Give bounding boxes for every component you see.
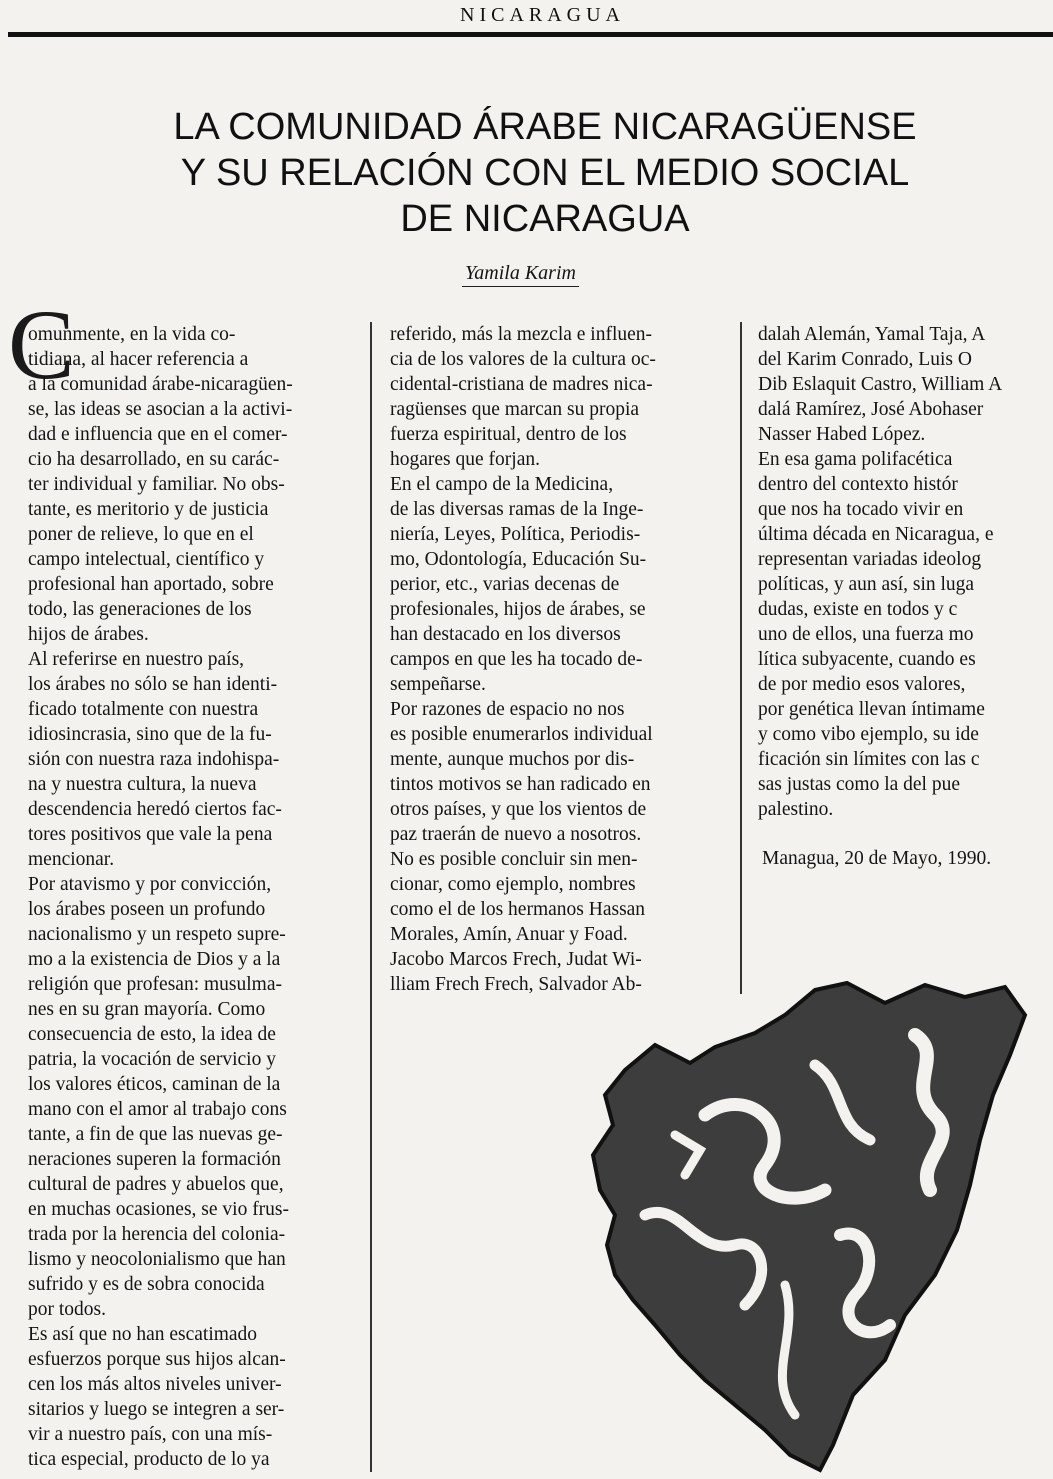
article-line: otros países, y que los vientos de [390,799,647,820]
article-line: lismo y neocolonialismo que han [28,1249,286,1270]
article-line: del Karim Conrado, Luis O [758,349,972,370]
article-line: Al referirse en nuestro país, [28,649,245,670]
article-line: Por razones de espacio no nos [390,699,625,720]
article-line: ficación sin límites con las c [758,749,980,770]
article-line: perior, etc., varias decenas de [390,574,620,595]
article-line: y como vibo ejemplo, su ide [758,724,979,745]
article-line: última década en Nicaragua, e [758,524,994,545]
article-line: fuerza espiritual, dentro de los [390,424,627,445]
article-line: mo a la existencia de Dios y a la [28,949,281,970]
article-line: tores positivos que vale la pena [28,824,273,845]
header-rule [8,32,1053,37]
article-title [60,104,1030,242]
article-line: mano con el amor al trabajo cons [28,1099,287,1120]
article-line: se, las ideas se asocian a la activi- [28,399,293,420]
article-line: sempeñarse. [390,674,486,695]
article-line: tante, es meritorio y de justicia [28,499,269,520]
article-line: hogares que forjan. [390,449,540,470]
dateline-signoff: Managua, 20 de Mayo, 1990. [762,848,992,869]
article-line: es posible enumerarlos individual [390,724,653,745]
article-line: ficado totalmente con nuestra [28,699,259,720]
article-line: dad e influencia que en el comer- [28,424,288,445]
article-line: na y nuestra cultura, la nueva [28,774,257,795]
column-divider [370,322,372,1472]
article-line: niería, Leyes, Política, Periodis- [390,524,641,545]
article-line: tidiana, al hacer referencia a [28,349,249,370]
title-line: DE NICARAGUA [400,198,690,240]
article-line: cidental-cristiana de madres nica- [390,374,653,395]
article-line: paz traerán de nuevo a nosotros. [390,824,642,845]
article-line: representan variadas ideolog [758,549,982,570]
article-line: lliam Frech Frech, Salvador Ab- [390,974,642,995]
article-line: campo intelectual, científico y [28,549,265,570]
article-column-1 [28,322,293,1472]
article-line: dudas, existe en todos y c [758,599,958,620]
article-line: cio ha desarrollado, en su carác- [28,449,280,470]
article-line: cia de los valores de la cultura oc- [390,349,656,370]
article-line: profesional han aportado, sobre [28,574,274,595]
article-line: esfuerzos porque sus hijos alcan- [28,1349,286,1370]
nicaragua-map-illustration [585,975,1053,1475]
article-line: idiosincrasia, sino que de la fu- [28,724,272,745]
article-line: poner de relieve, lo que en el [28,524,254,545]
article-line: todo, las generaciones de los [28,599,252,620]
article-line: los árabes poseen un profundo [28,899,266,920]
article-column-2 [390,322,656,997]
article-line: políticas, y aun así, sin luga [758,574,975,595]
article-line: sas justas como la del pue [758,774,960,795]
article-line: a la comunidad árabe-nicaragüen- [28,374,293,395]
article-line: mencionar. [28,849,115,870]
article-line: cultural de padres y abuelos que, [28,1174,284,1195]
article-line: Nasser Habed López. [758,424,926,445]
article-line: dentro del contexto histór [758,474,958,495]
article-line: Dib Eslaquit Castro, William A [758,374,1003,395]
article-line: Es así que no han escatimado [28,1324,258,1345]
article-line: vir a nuestro país, con una mís- [28,1424,273,1445]
article-line: ter individual y familiar. No obs- [28,474,285,495]
article-line: los valores éticos, caminan de la [28,1074,281,1095]
article-line: hijos de árabes. [28,624,149,645]
article-line: patria, la vocación de servicio y [28,1049,276,1070]
article-line: religión que profesan: musulma- [28,974,282,995]
article-line: sión con nuestra raza indohispa- [28,749,280,770]
title-line: Y SU RELACIÓN CON EL MEDIO SOCIAL [180,152,910,194]
article-line: de las diversas ramas de la Inge- [390,499,644,520]
article-line: lítica subyacente, cuando es [758,649,976,670]
article-line: uno de ellos, una fuerza mo [758,624,974,645]
column-divider [740,322,742,994]
article-line: Morales, Amín, Anuar y Foad. [390,924,628,945]
article-line: Por atavismo y por convicción, [28,874,272,895]
article-line: referido, más la mezcla e influen- [390,324,653,345]
article-line: campos en que les ha tocado de- [390,649,643,670]
article-line: En el campo de la Medicina, [390,474,614,495]
article-column-3 [758,322,1002,822]
article-line: sitarios y luego se integren a ser- [28,1399,285,1420]
drop-cap: C [8,289,75,400]
article-line: de por medio esos valores, [758,674,966,695]
article-line: profesionales, hijos de árabes, se [390,599,646,620]
section-header: NICARAGUA [460,4,625,26]
article-line: ragüenses que marcan su propia [390,399,640,420]
article-line: que nos ha tocado vivir en [758,499,964,520]
article-line: cen los más altos niveles univer- [28,1374,282,1395]
article-line: por todos. [28,1299,106,1320]
article-line: como el de los hermanos Hassan [390,899,646,920]
article-line: trada por la herencia del colonia- [28,1224,286,1245]
article-line: omunmente, en la vida co- [28,324,236,345]
article-line: nacionalismo y un respeto supre- [28,924,286,945]
article-line: consecuencia de esto, la idea de [28,1024,276,1045]
article-line: descendencia heredó ciertos fac- [28,799,282,820]
article-line: han destacado en los diversos [390,624,621,645]
article-line: los árabes no sólo se han identi- [28,674,278,695]
article-line: por genética llevan íntimame [758,699,985,720]
article-line: dalah Alemán, Yamal Taja, A [758,324,986,345]
article-line: tica especial, producto de lo ya [28,1449,270,1470]
article-line: mo, Odontología, Educación Su- [390,549,647,570]
article-line: nes en su gran mayoría. Como [28,999,266,1020]
article-line: en muchas ocasiones, se vio frus- [28,1199,290,1220]
article-line: sufrido y es de sobra conocida [28,1274,265,1295]
article-line: tintos motivos se han radicado en [390,774,651,795]
article-line: En esa gama polifacética [758,449,953,470]
article-line: dalá Ramírez, José Abohaser [758,399,984,420]
article-line: palestino. [758,799,834,820]
article-line: mente, aunque muchos por dis- [390,749,635,770]
article-line: cionar, como ejemplo, nombres [390,874,636,895]
title-line: LA COMUNIDAD ÁRABE NICARAGÜENSE [173,106,917,148]
article-line: tante, a fin de que las nuevas ge- [28,1124,283,1145]
author-byline: Yamila Karim [462,262,579,287]
article-line: No es posible concluir sin men- [390,849,638,870]
article-line: neraciones superen la formación [28,1149,281,1170]
article-line: Jacobo Marcos Frech, Judat Wi- [390,949,642,970]
